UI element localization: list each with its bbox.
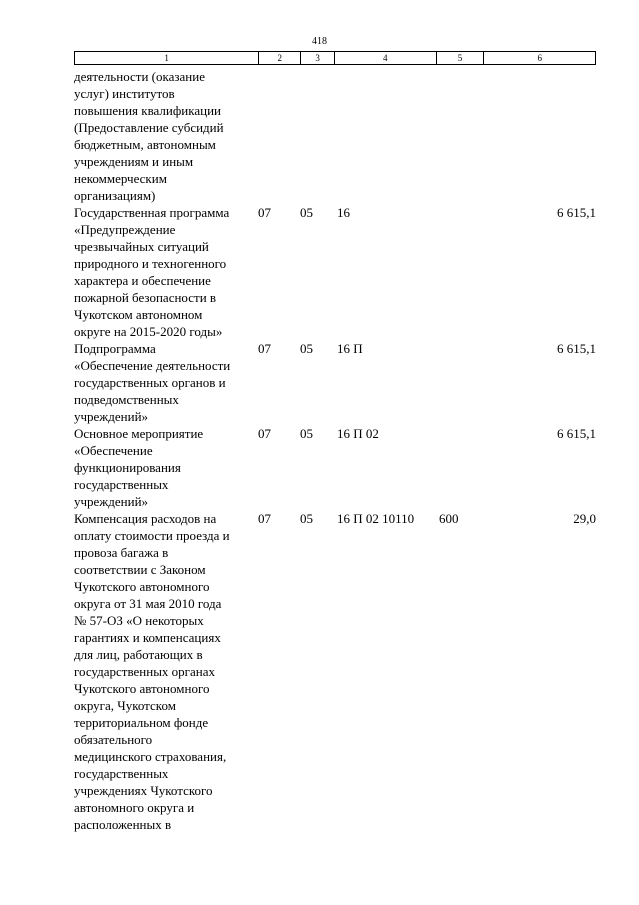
row-target-article: 16 [337,205,350,220]
row-target-article [337,68,439,204]
column-header-5: 5 [437,52,485,64]
row-name: Подпрограмма «Обеспечение деятельности государственных органов и подведомственных учреждений» [74,341,231,424]
row-target-article: 16 П 02 10110 [337,511,415,526]
table-row [74,425,596,510]
table-header [74,51,596,65]
row-subsection: 05 [300,341,313,356]
row-subsection: 05 [300,511,313,526]
row-expense-type [439,204,487,340]
row-section: 07 [258,341,271,356]
row-section: 07 [258,426,271,441]
column-header-4: 4 [335,52,437,64]
column-header-1: 1 [75,52,259,64]
column-header-6: 6 [537,53,542,63]
row-name: Компенсация расходов на оплату стоимости проезда и провоза багажа в соответствии с Законом Чукотского автономного округа от 31 мая 2010 года № 57-ОЗ «О некоторых гарантиях и компенсациях для лиц, работающих в государственных органах Чукотского автономного округа, Чукотском территориальном фонде обязательного медицинского страхования, государственных учреждениях Чукотского автономного округа и расположенных в [74,511,230,832]
row-amount: 29,0 [573,511,596,526]
row-expense-type [439,425,487,510]
table-row [74,510,596,833]
row-subsection: 05 [300,426,313,441]
table-row [74,340,596,425]
column-header-3: 3 [301,52,335,64]
table-row [74,204,596,340]
page-number: 418 [312,36,327,47]
row-expense-type [439,340,487,425]
row-name: деятельности (оказание услуг) институтов повышения квалификации (Предоставление субсидий бюджетным, автономным учреждениям и иным некоммерческим организациям) [74,69,224,203]
table-body [74,68,596,833]
row-expense-type: 600 [439,511,459,526]
row-name: Основное мероприятие «Обеспечение функционирования государственных учреждений» [74,426,204,509]
row-amount [487,68,596,204]
row-section: 07 [258,205,271,220]
row-subsection: 05 [300,205,313,220]
row-expense-type [439,68,487,204]
row-amount: 6 615,1 [557,426,596,441]
row-subsection [300,68,337,204]
row-section [258,68,300,204]
row-target-article: 16 П 02 [337,426,379,441]
table-row [74,68,596,204]
row-amount: 6 615,1 [557,205,596,220]
row-target-article: 16 П [337,341,363,356]
row-amount: 6 615,1 [557,341,596,356]
column-header-2: 2 [259,52,301,64]
row-section: 07 [258,511,271,526]
row-name: Государственная программа «Предупреждение чрезвычайных ситуаций природного и техногенного характера и обеспечение пожарной безопасности в Чукотском автономном округе на 2015-2020 годы» [74,205,230,339]
